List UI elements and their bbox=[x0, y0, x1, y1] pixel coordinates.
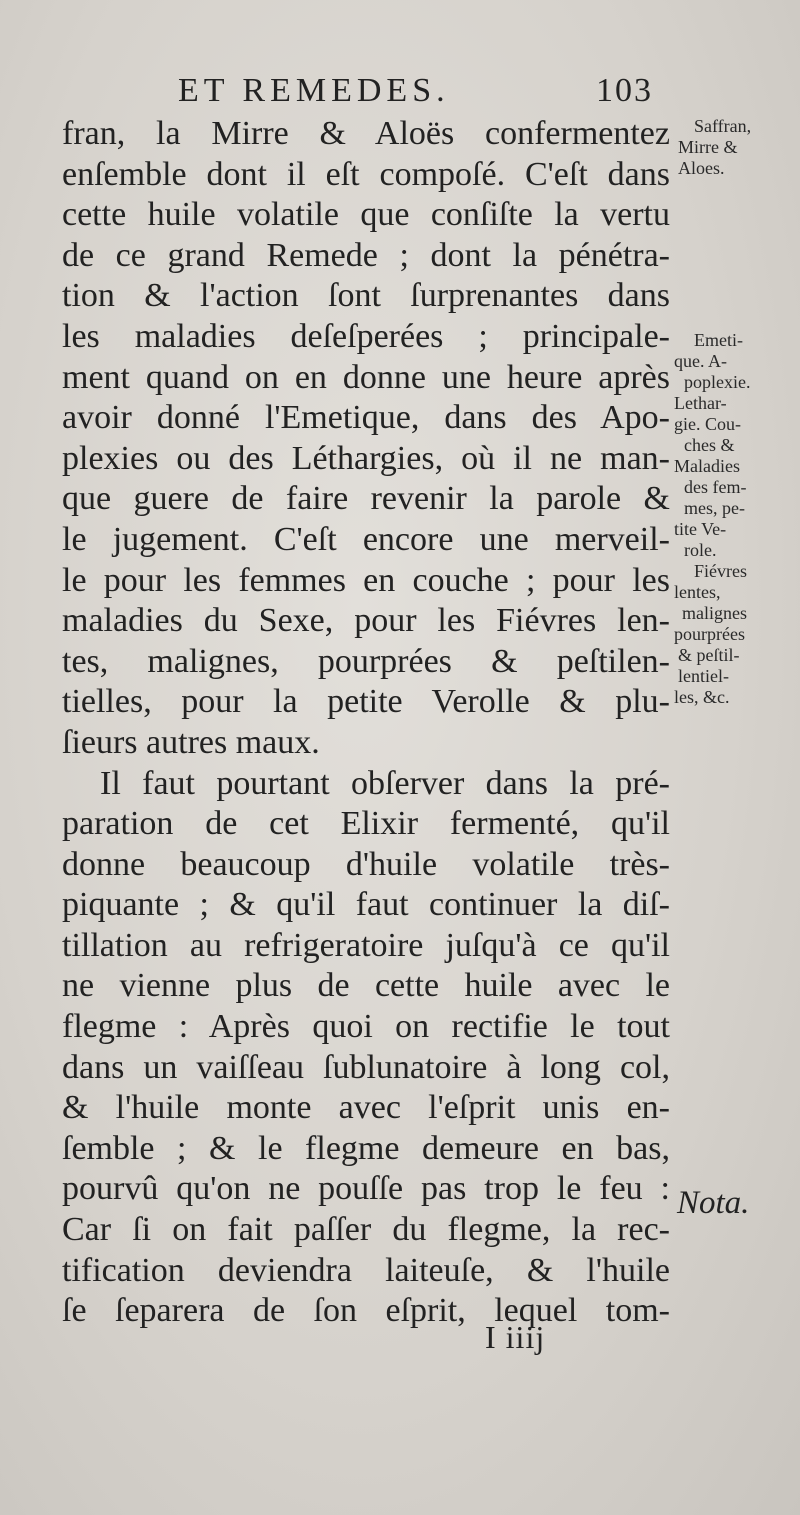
margin-note-line: Maladies bbox=[674, 456, 740, 476]
text-line: donne beaucoup d'huile volatile très- bbox=[62, 845, 670, 883]
margin-note-line: Saffran, bbox=[694, 116, 752, 136]
margin-note-emetique bbox=[674, 330, 799, 708]
text-line: dans un vaiſſeau ſublunatoire à long col, bbox=[62, 1048, 670, 1086]
margin-note-saffran bbox=[674, 116, 799, 179]
text-line: tification deviendra laiteuſe, & l'huile bbox=[62, 1251, 670, 1289]
margin-note-line: que. A- bbox=[674, 351, 727, 371]
text-line: le pour les femmes en couche ; pour les bbox=[62, 561, 670, 599]
text-line: cette huile volatile que conſiſte la vertu bbox=[62, 196, 670, 234]
text-line: tion & l'action ſont ſurprenantes dans bbox=[62, 277, 670, 315]
text-line: & l'huile monte avec l'eſprit unis en- bbox=[62, 1089, 670, 1127]
text-line: enſemble dont il eſt compoſé. C'eſt dans bbox=[62, 155, 670, 193]
text-line: piquante ; & qu'il faut continuer la diſ- bbox=[62, 886, 670, 924]
margin-note-line: & peſtil- bbox=[678, 645, 740, 665]
text-line: ſieurs autres maux. bbox=[62, 723, 320, 761]
margin-note-line: Aloes. bbox=[678, 158, 725, 178]
text-line: ment quand on en donne une heure après bbox=[62, 358, 670, 396]
margin-note-nota: Nota. bbox=[677, 1185, 750, 1221]
margin-note-line: malignes bbox=[682, 603, 747, 623]
margin-note-line: lentiel- bbox=[678, 666, 729, 686]
text-line: maladies du Sexe, pour les Fiévres len- bbox=[62, 602, 670, 640]
text-line: ſemble ; & le flegme demeure en bas, bbox=[62, 1129, 670, 1167]
text-line: tielles, pour la petite Verolle & plu- bbox=[62, 683, 670, 721]
margin-note-line: mes, pe- bbox=[684, 498, 745, 518]
text-line: avoir donné l'Emetique, dans des Apo- bbox=[62, 399, 670, 437]
text-line: ſe ſeparera de ſon eſprit, lequel tom- bbox=[62, 1292, 670, 1330]
text-line: paration de cet Elixir fermenté, qu'il bbox=[62, 805, 670, 843]
text-line: de ce grand Remede ; dont la pénétra- bbox=[62, 236, 670, 274]
text-line: fran, la Mirre & Aloës confermentez bbox=[62, 115, 670, 152]
margin-note-line: Mirre & bbox=[678, 137, 738, 157]
text-line: que guere de faire revenir la parole & bbox=[62, 480, 670, 518]
text-line: ne vienne plus de cette huile avec le bbox=[62, 967, 670, 1005]
text-line: tillation au refrigeratoire juſqu'à ce qu'il bbox=[62, 926, 670, 964]
margin-note-line: gie. Cou- bbox=[674, 414, 741, 434]
margin-note-line: tite Ve- bbox=[674, 519, 727, 539]
body-text bbox=[62, 114, 670, 1332]
text-line: plexies ou des Léthargies, où il ne man- bbox=[62, 439, 670, 477]
margin-note-line: des fem- bbox=[684, 477, 747, 497]
running-title: ET REMEDES. bbox=[178, 72, 450, 109]
text-line: tes, malignes, pourprées & peſtilen- bbox=[62, 642, 670, 680]
text-line: les maladies deſeſperées ; principale- bbox=[62, 317, 670, 355]
margin-note-line: pourprées bbox=[674, 624, 745, 644]
text-line: pourvû qu'on ne pouſſe pas trop le feu : bbox=[62, 1170, 670, 1208]
margin-note-line: lentes, bbox=[674, 582, 721, 602]
margin-note-line: ches & bbox=[684, 435, 735, 455]
margin-note-line: Fiévres bbox=[694, 561, 747, 581]
text-line: flegme : Après quoi on rectifie le tout bbox=[62, 1008, 670, 1046]
text-line: Car ſi on fait paſſer du flegme, la rec- bbox=[62, 1211, 670, 1249]
page-header bbox=[178, 72, 678, 112]
margin-note-line: Emeti- bbox=[694, 330, 743, 350]
page-number: 103 bbox=[596, 72, 653, 109]
signature-mark: I iiij bbox=[485, 1319, 546, 1355]
text-line: le jugement. C'eſt encore une merveil- bbox=[62, 520, 670, 558]
margin-note-line: poplexie. bbox=[684, 372, 751, 392]
margin-note-line: les, &c. bbox=[674, 687, 730, 707]
text-line: Il faut pourtant obſerver dans la pré- bbox=[100, 764, 670, 802]
margin-note-line: Lethar- bbox=[674, 393, 727, 413]
margin-note-line: role. bbox=[684, 540, 717, 560]
